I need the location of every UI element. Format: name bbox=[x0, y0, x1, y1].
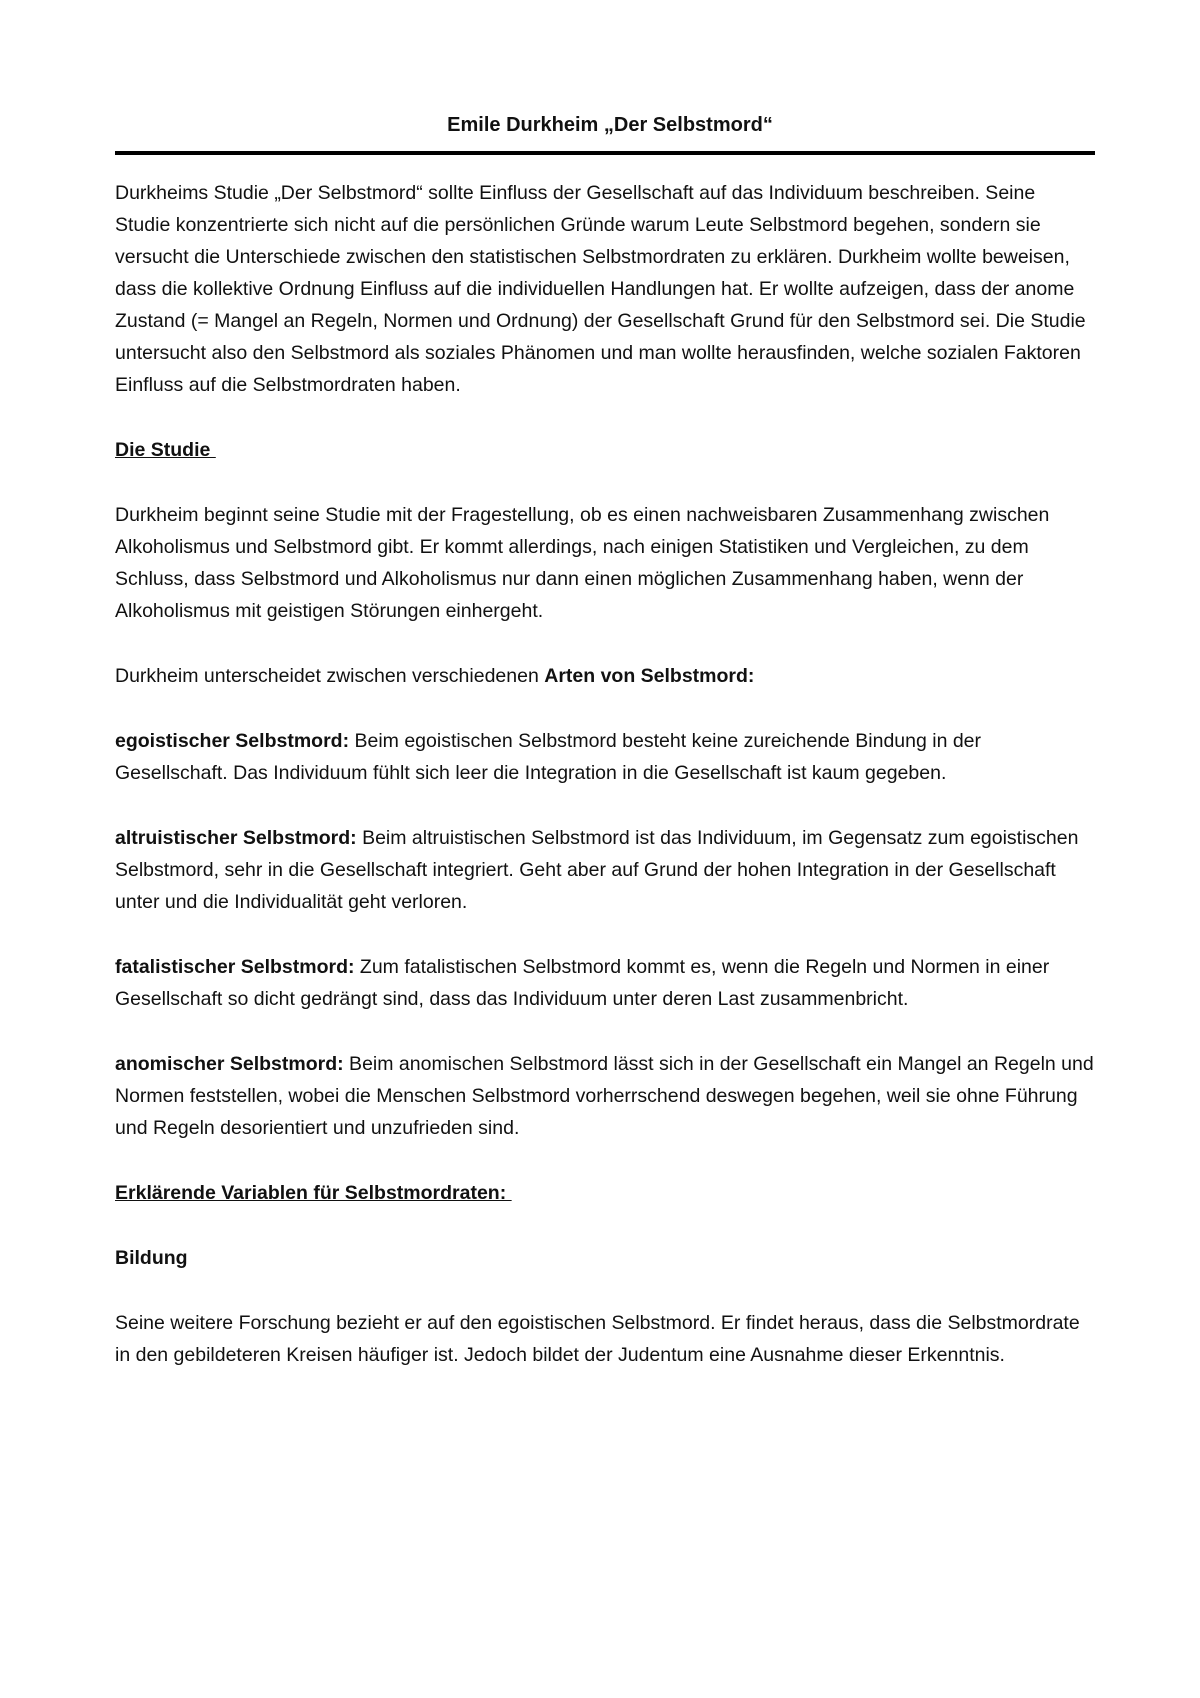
bildung-paragraph: Seine weitere Forschung bezieht er auf den egoistischen Selbstmord. Er findet heraus, dass die Selbstmordrate in den gebildeteren Kreisen häufiger ist. Jedoch bildet der Judentum eine Ausnahme dieser Erkenntnis. bbox=[115, 1312, 1080, 1366]
type-text: Beim anomischen Selbstmord lässt sich in der Gesellschaft ein Mangel an Regeln und Normen feststellen, wobei die Menschen Selbstmord vorherrschend deswegen begehen, weil sie ohne Führung und Regeln desorientiert und unzufrieden sind. bbox=[115, 1053, 1094, 1139]
document-page bbox=[115, 110, 1095, 1371]
section-heading-die-studie bbox=[115, 434, 1095, 466]
type-paragraph-anomic bbox=[115, 1048, 1095, 1144]
section-heading-text: Erklärende Variablen für Selbstmordraten: bbox=[115, 1182, 512, 1204]
type-paragraph-fatalistic bbox=[115, 951, 1095, 1015]
subsection-heading-text: Bildung bbox=[115, 1247, 188, 1269]
type-text: Zum fatalistischen Selbstmord kommt es, wenn die Regeln und Normen in einer Gesellschaft so dicht gedrängt sind, dass das Individuum unter deren Last zusammenbricht. bbox=[115, 956, 1050, 1010]
types-intro-text: Durkheim unterscheidet zwischen verschiedenen bbox=[115, 665, 545, 687]
type-term: anomischer Selbstmord: bbox=[115, 1053, 344, 1075]
types-intro-bold: Arten von Selbstmord: bbox=[544, 665, 755, 687]
types-intro-paragraph bbox=[115, 660, 1095, 692]
type-term: altruistischer Selbstmord: bbox=[115, 827, 357, 849]
type-paragraph-egoistic bbox=[115, 725, 1095, 789]
type-paragraph-altruistic bbox=[115, 822, 1095, 918]
type-text: Beim egoistischen Selbstmord besteht keine zureichende Bindung in der Gesellschaft. Das Individuum fühlt sich leer die Integration in die Gesellschaft ist kaum gegeben. bbox=[115, 730, 982, 784]
section-heading-variables bbox=[115, 1177, 1095, 1209]
subsection-heading-bildung bbox=[115, 1242, 1095, 1274]
section-heading-text: Die Studie bbox=[115, 439, 216, 461]
document-title: Emile Durkheim „Der Selbstmord“ bbox=[447, 114, 773, 136]
title-divider bbox=[115, 151, 1095, 155]
type-term: fatalistischer Selbstmord: bbox=[115, 956, 355, 978]
type-term: egoistischer Selbstmord: bbox=[115, 730, 350, 752]
study-paragraph: Durkheim beginnt seine Studie mit der Fragestellung, ob es einen nachweisbaren Zusammenhang zwischen Alkoholismus und Selbstmord gibt. Er kommt allerdings, nach einigen Statistiken und Vergleichen, zu dem Schluss, dass Selbstmord und Alkoholismus nur dann einen möglichen Zusammenhang haben, wenn der Alkoholismus mit geistigen Störungen einhergeht. bbox=[115, 504, 1050, 622]
type-text: Beim altruistischen Selbstmord ist das Individuum, im Gegensatz zum egoistischen Selbstmord, sehr in die Gesellschaft integriert. Geht aber auf Grund der hohen Integration in der Gesellschaft unter und die Individualität geht verloren. bbox=[115, 827, 1079, 913]
intro-paragraph: Durkheims Studie „Der Selbstmord“ sollte Einfluss der Gesellschaft auf das Individuum beschreiben. Seine Studie konzentrierte sich nicht auf die persönlichen Gründe warum Leute Selbstmord begehen, sondern sie versucht die Unterschiede zwischen den statistischen Selbstmordraten zu erklären. Durkheim wollte beweisen, dass die kollektive Ordnung Einfluss auf die individuellen Handlungen hat. Er wollte aufzeigen, dass der anome Zustand (= Mangel an Regeln, Normen und Ordnung) der Gesellschaft Grund für den Selbstmord sei. Die Studie untersucht also den Selbstmord als soziales Phänomen und man wollte herausfinden, welche sozialen Faktoren Einfluss auf die Selbstmordraten haben. bbox=[115, 182, 1086, 396]
